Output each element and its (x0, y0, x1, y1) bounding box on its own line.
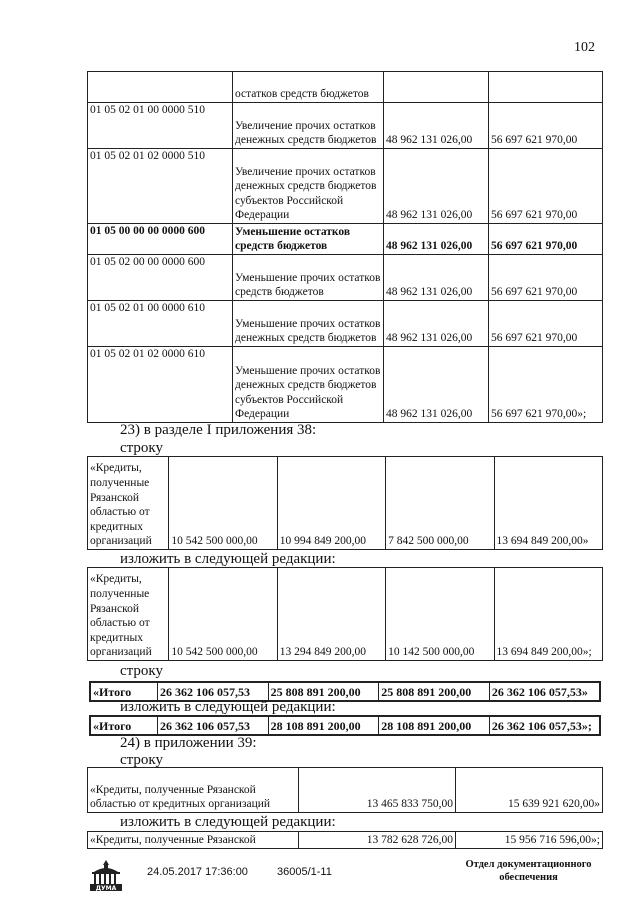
row-amount-2017: 48 962 131 026,00 (384, 347, 489, 423)
row-amount-2018: 56 697 621 970,00 (489, 255, 603, 301)
page-number: 102 (574, 40, 595, 55)
credit-label: «Кредиты, полученные Рязанской областью от кредитных организаций (88, 568, 169, 661)
itogo-value-1: 26 362 106 057,53 (158, 682, 269, 701)
itogo-new-table (89, 715, 601, 736)
line-stroku-2: строку (120, 663, 163, 679)
line-stroku-3: строку (120, 752, 163, 768)
new-credit-row-table (87, 567, 603, 661)
credit-label: «Кредиты, полученные Рязанской (88, 832, 299, 849)
footer (86, 858, 606, 898)
row-amount-2017: 48 962 131 026,00 (384, 255, 489, 301)
credit-value-2: 15 956 716 596,00»; (456, 832, 603, 849)
row-name: Уменьшение остатков средств бюджетов (233, 224, 384, 255)
izlozhit-3: изложить в следующей редакции: (120, 814, 336, 830)
itogo-value-3: 25 808 891 200,00 (379, 682, 490, 701)
itogo-value-4: 26 362 106 057,53» (489, 682, 600, 701)
credit-label: «Кредиты, полученные Рязанской областью от кредитных организаций (88, 768, 299, 813)
itogo-value-3: 28 108 891 200,00 (379, 716, 490, 735)
row-amount-2018: 56 697 621 970,00 (489, 103, 603, 149)
footer-doc-number: 36005/1-11 (277, 866, 332, 878)
section-23-heading: 23) в разделе I приложения 38: (120, 422, 317, 438)
itogo-value-1: 26 362 106 057,53 (158, 716, 269, 735)
itogo-value-2: 28 108 891 200,00 (268, 716, 379, 735)
row-amount-2017: 48 962 131 026,00 (384, 301, 489, 347)
row-name: Увеличение прочих остатков денежных средств бюджетов субъектов Российской Федерации (233, 149, 384, 224)
table-row (88, 224, 603, 255)
table-row (88, 149, 603, 224)
row-code: 01 05 02 00 00 0000 600 (88, 255, 233, 301)
line-stroku-1: строку (120, 440, 163, 456)
credit-value-3: 7 842 500 000,00 (386, 457, 494, 550)
row-code: 01 05 00 00 00 0000 600 (88, 224, 233, 255)
row-amount-2017: 48 962 131 026,00 (384, 224, 489, 255)
row-code: 01 05 02 01 02 0000 610 (88, 347, 233, 423)
credit-value-1: 10 542 500 000,00 (169, 457, 277, 550)
row-code: 01 05 02 01 00 0000 510 (88, 103, 233, 149)
row-amount-2017 (384, 72, 489, 103)
row-name: Увеличение прочих остатков денежных средств бюджетов (233, 103, 384, 149)
row-code (88, 72, 233, 103)
svg-text:ДУМА: ДУМА (95, 885, 117, 892)
izlozhit-2: изложить в следующей редакции: (120, 699, 336, 715)
credit-value-2: 10 994 849 200,00 (277, 457, 385, 550)
s24-new-table (87, 831, 603, 849)
row-amount-2018: 56 697 621 970,00 (489, 149, 603, 224)
row-name: остатков средств бюджетов (233, 72, 384, 103)
row-amount-2018: 56 697 621 970,00 (489, 224, 603, 255)
credit-value-4: 13 694 849 200,00»; (494, 568, 602, 661)
row-name: Уменьшение прочих остатков денежных средств бюджетов субъектов Российской Федерации (233, 347, 384, 423)
row-amount-2017: 48 962 131 026,00 (384, 149, 489, 224)
row-name: Уменьшение прочих остатков денежных средств бюджетов (233, 301, 384, 347)
credit-value-1: 13 465 833 750,00 (299, 768, 456, 813)
row-name: Уменьшение прочих остатков средств бюджетов (233, 255, 384, 301)
row-code: 01 05 02 01 00 0000 610 (88, 301, 233, 347)
row-amount-2018: 56 697 621 970,00»; (489, 347, 603, 423)
s24-old-table (87, 767, 603, 813)
sources-table (87, 71, 603, 423)
footer-datetime: 24.05.2017 17:36:00 (147, 866, 248, 878)
itogo-value-2: 25 808 891 200,00 (268, 682, 379, 701)
izlozhit-1: изложить в следующей редакции: (120, 551, 336, 567)
section-24-heading: 24) в приложении 39: (120, 735, 257, 751)
credit-value-3: 10 142 500 000,00 (386, 568, 494, 661)
credit-value-2: 15 639 921 620,00» (456, 768, 603, 813)
footer-department: Отдел документационного обеспечения (465, 859, 592, 883)
table-row (88, 72, 603, 103)
table-row (88, 301, 603, 347)
row-amount-2017: 48 962 131 026,00 (384, 103, 489, 149)
row-code: 01 05 02 01 02 0000 510 (88, 149, 233, 224)
row-amount-2018: 56 697 621 970,00 (489, 301, 603, 347)
table-row (88, 347, 603, 423)
credit-value-4: 13 694 849 200,00» (494, 457, 602, 550)
table-row (88, 255, 603, 301)
table-row (88, 103, 603, 149)
row-amount-2018 (489, 72, 603, 103)
itogo-label: «Итого (90, 682, 158, 701)
credit-value-1: 13 782 628 726,00 (299, 832, 456, 849)
credit-value-2: 13 294 849 200,00 (277, 568, 385, 661)
duma-logo-icon (86, 858, 126, 892)
itogo-value-4: 26 362 106 057,53»; (489, 716, 600, 735)
old-credit-row-table (87, 456, 603, 550)
itogo-label: «Итого (90, 716, 158, 735)
credit-label: «Кредиты, полученные Рязанской областью от кредитных организаций (88, 457, 169, 550)
credit-value-1: 10 542 500 000,00 (169, 568, 277, 661)
